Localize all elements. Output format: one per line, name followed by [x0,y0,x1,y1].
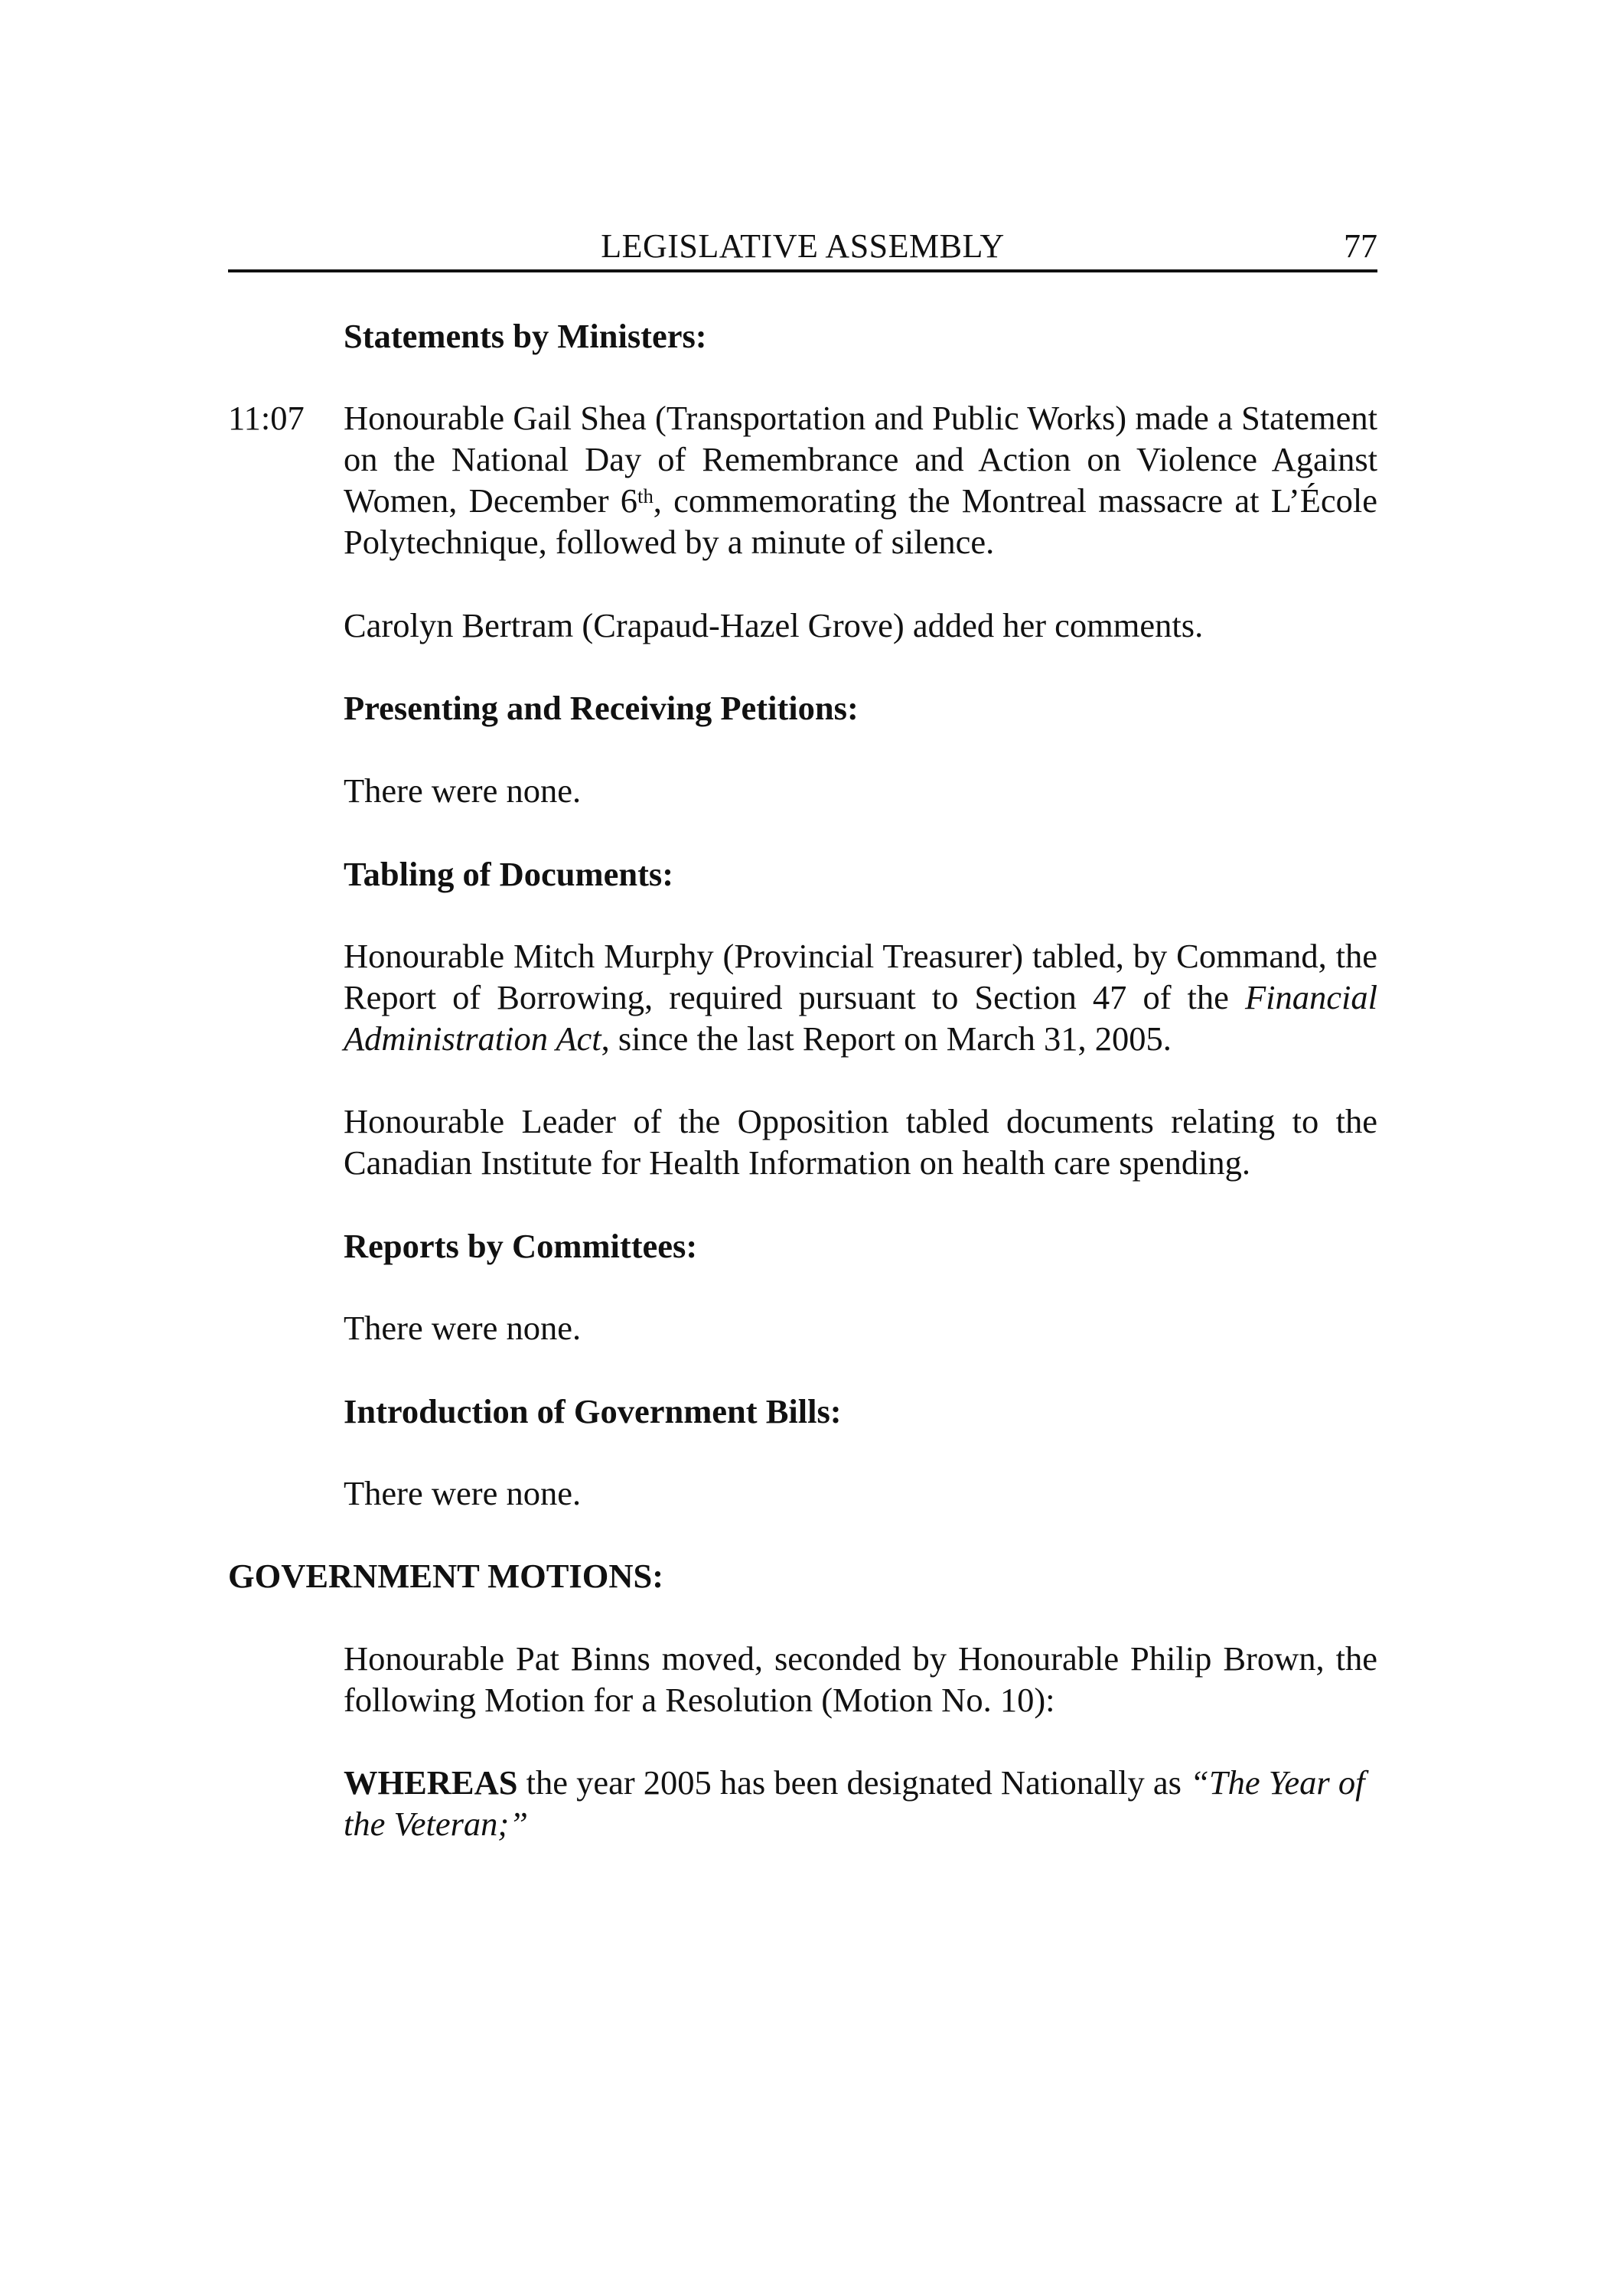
committees-heading: Reports by Committees: [344,1227,698,1265]
whereas-quote: “The Year of the Veteran;” [344,1763,1365,1843]
whereas-keyword: WHEREAS [344,1763,518,1802]
petitions-heading: Presenting and Receiving Petitions: [344,689,859,727]
tabling-paragraph-2: Honourable Leader of the Opposition tabled documents relating to the Canadian Institute for Health Information on health care spending. [344,1102,1377,1182]
bills-text: There were none. [344,1474,582,1512]
header-title: LEGISLATIVE ASSEMBLY [601,227,1005,265]
tabling-text-b: , since the last Report on March 31, 2005. [601,1019,1172,1058]
statements-heading: Statements by Ministers: [344,317,707,355]
statements-paragraph-1 [344,397,1377,563]
bills-heading: Introduction of Government Bills: [344,1392,842,1430]
tabling-paragraph-1 [344,935,1377,1059]
petitions-text: There were none. [344,771,582,810]
motions-paragraph-1: Honourable Pat Binns moved, seconded by Honourable Philip Brown, the following Motion for a Resolution (Motion No. 10): [344,1639,1377,1719]
whereas-clause [344,1762,1377,1844]
whereas-text: the year 2005 has been designated Nationally as [517,1763,1191,1802]
time-stamp: 11:07 [228,399,305,437]
motions-heading: GOVERNMENT MOTIONS: [228,1557,664,1595]
page-header [228,223,1377,272]
statements-text-a: Honourable Gail Shea (Transportation and Public Works) made a Statement on the National Day of Remembrance and Action on Violence Against Women, December 6 [344,399,1377,520]
statements-paragraph-2: Carolyn Bertram (Crapaud-Hazel Grove) added her comments. [344,606,1204,644]
tabling-text-a: Honourable Mitch Murphy (Provincial Treasurer) tabled, by Command, the Report of Borrowing, required pursuant to Section 47 of the [344,937,1377,1016]
statements-text-b: , commemorating the Montreal massacre at L’École Polytechnique, followed by a minute of silence. [344,481,1377,561]
committees-text: There were none. [344,1309,582,1347]
act-title: Financial Administration Act [344,978,1377,1058]
page-number: 77 [1344,227,1377,265]
ordinal-suffix: th [637,484,654,507]
tabling-heading: Tabling of Documents: [344,855,674,893]
